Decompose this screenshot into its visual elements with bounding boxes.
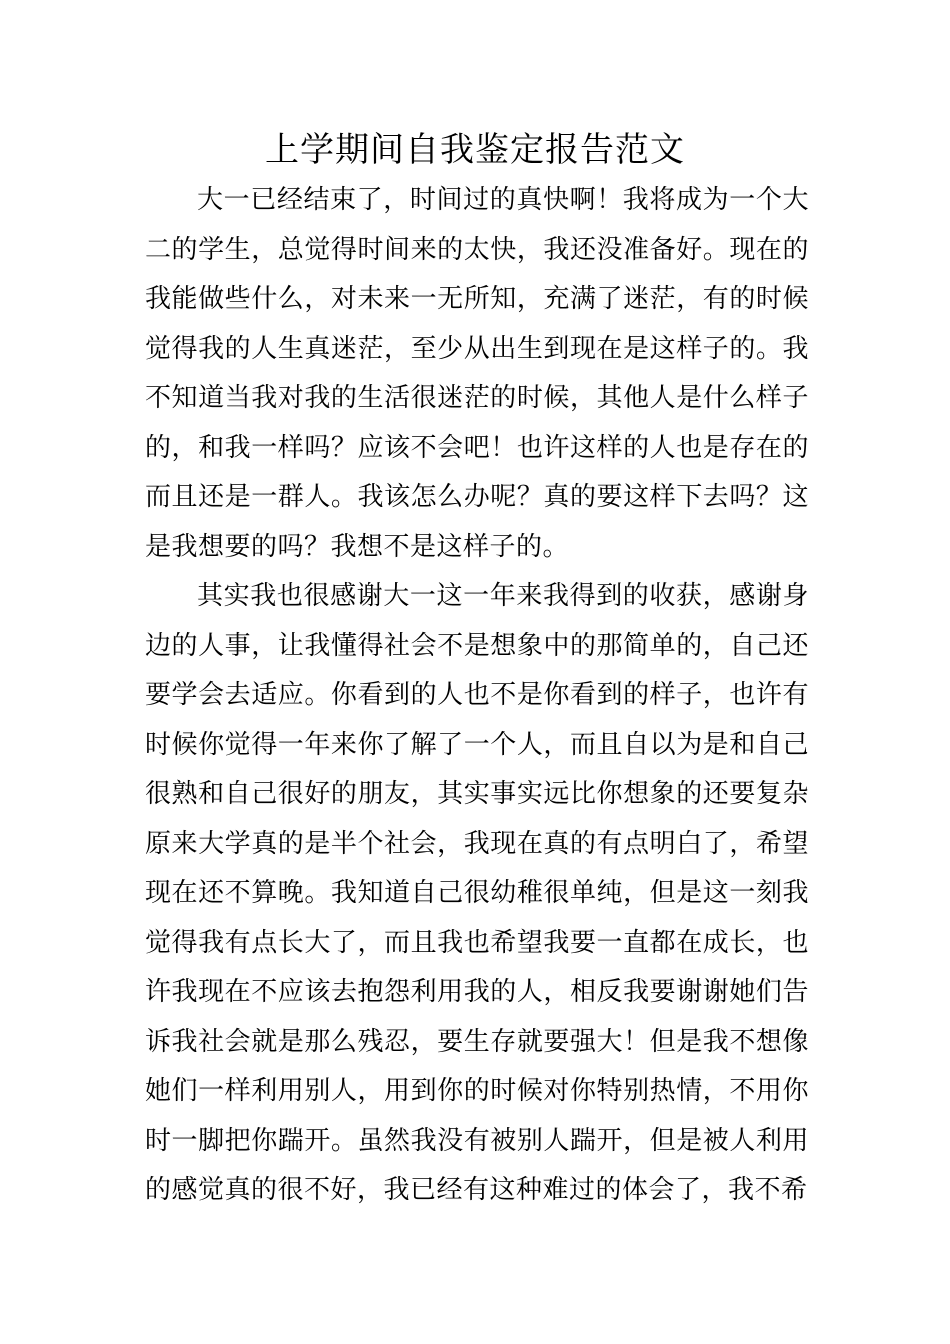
document-title: 上学期间自我鉴定报告范文 bbox=[265, 130, 685, 170]
paragraph-1: 大一已经结束了，时间过的真快啊！我将成为一个大二的学生，总觉得时间来的太快，我还没准备好。现在的我能做些什么，对未来一无所知，充满了迷茫，有的时候觉得我的人生真迷茫，至少从出生到现在是这样子的。我不知道当我对我的生活很迷茫的时候，其他人是什么样子的，和我一样吗？应该不会吧！也许这样的人也是存在的而且还是一群人。我该怎么办呢？真的要这样下去吗？这是我想要的吗？我想不是这样子的。 bbox=[145, 185, 809, 562]
paragraph-2: 其实我也很感谢大一这一年来我得到的收获，感谢身边的人事，让我懂得社会不是想象中的那简单的，自己还要学会去适应。你看到的人也不是你看到的样子，也许有时候你觉得一年来你了解了一个人，而且自以为是和自己很熟和自己很好的朋友，其实事实远比你想象的还要复杂原来大学真的是半个社会，我现在真的有点明白了，希望现在还不算晚。我知道自己很幼稚很单纯，但是这一刻我觉得我有点长大了，而且我也希望我要一直都在成长，也许我现在不应该去抱怨利用我的人，相反我要谢谢她们告诉我社会就是那么残忍，要生存就要强大！但是我不想像她们一样利用别人，用到你的时候对你特别热情，不用你时一脚把你踹开。虽然我没有被别人踹开，但是被人利用的感觉真的很不好，我已经有这种难过的体会了，我不希 bbox=[145, 581, 809, 1205]
document-body bbox=[145, 176, 809, 1216]
